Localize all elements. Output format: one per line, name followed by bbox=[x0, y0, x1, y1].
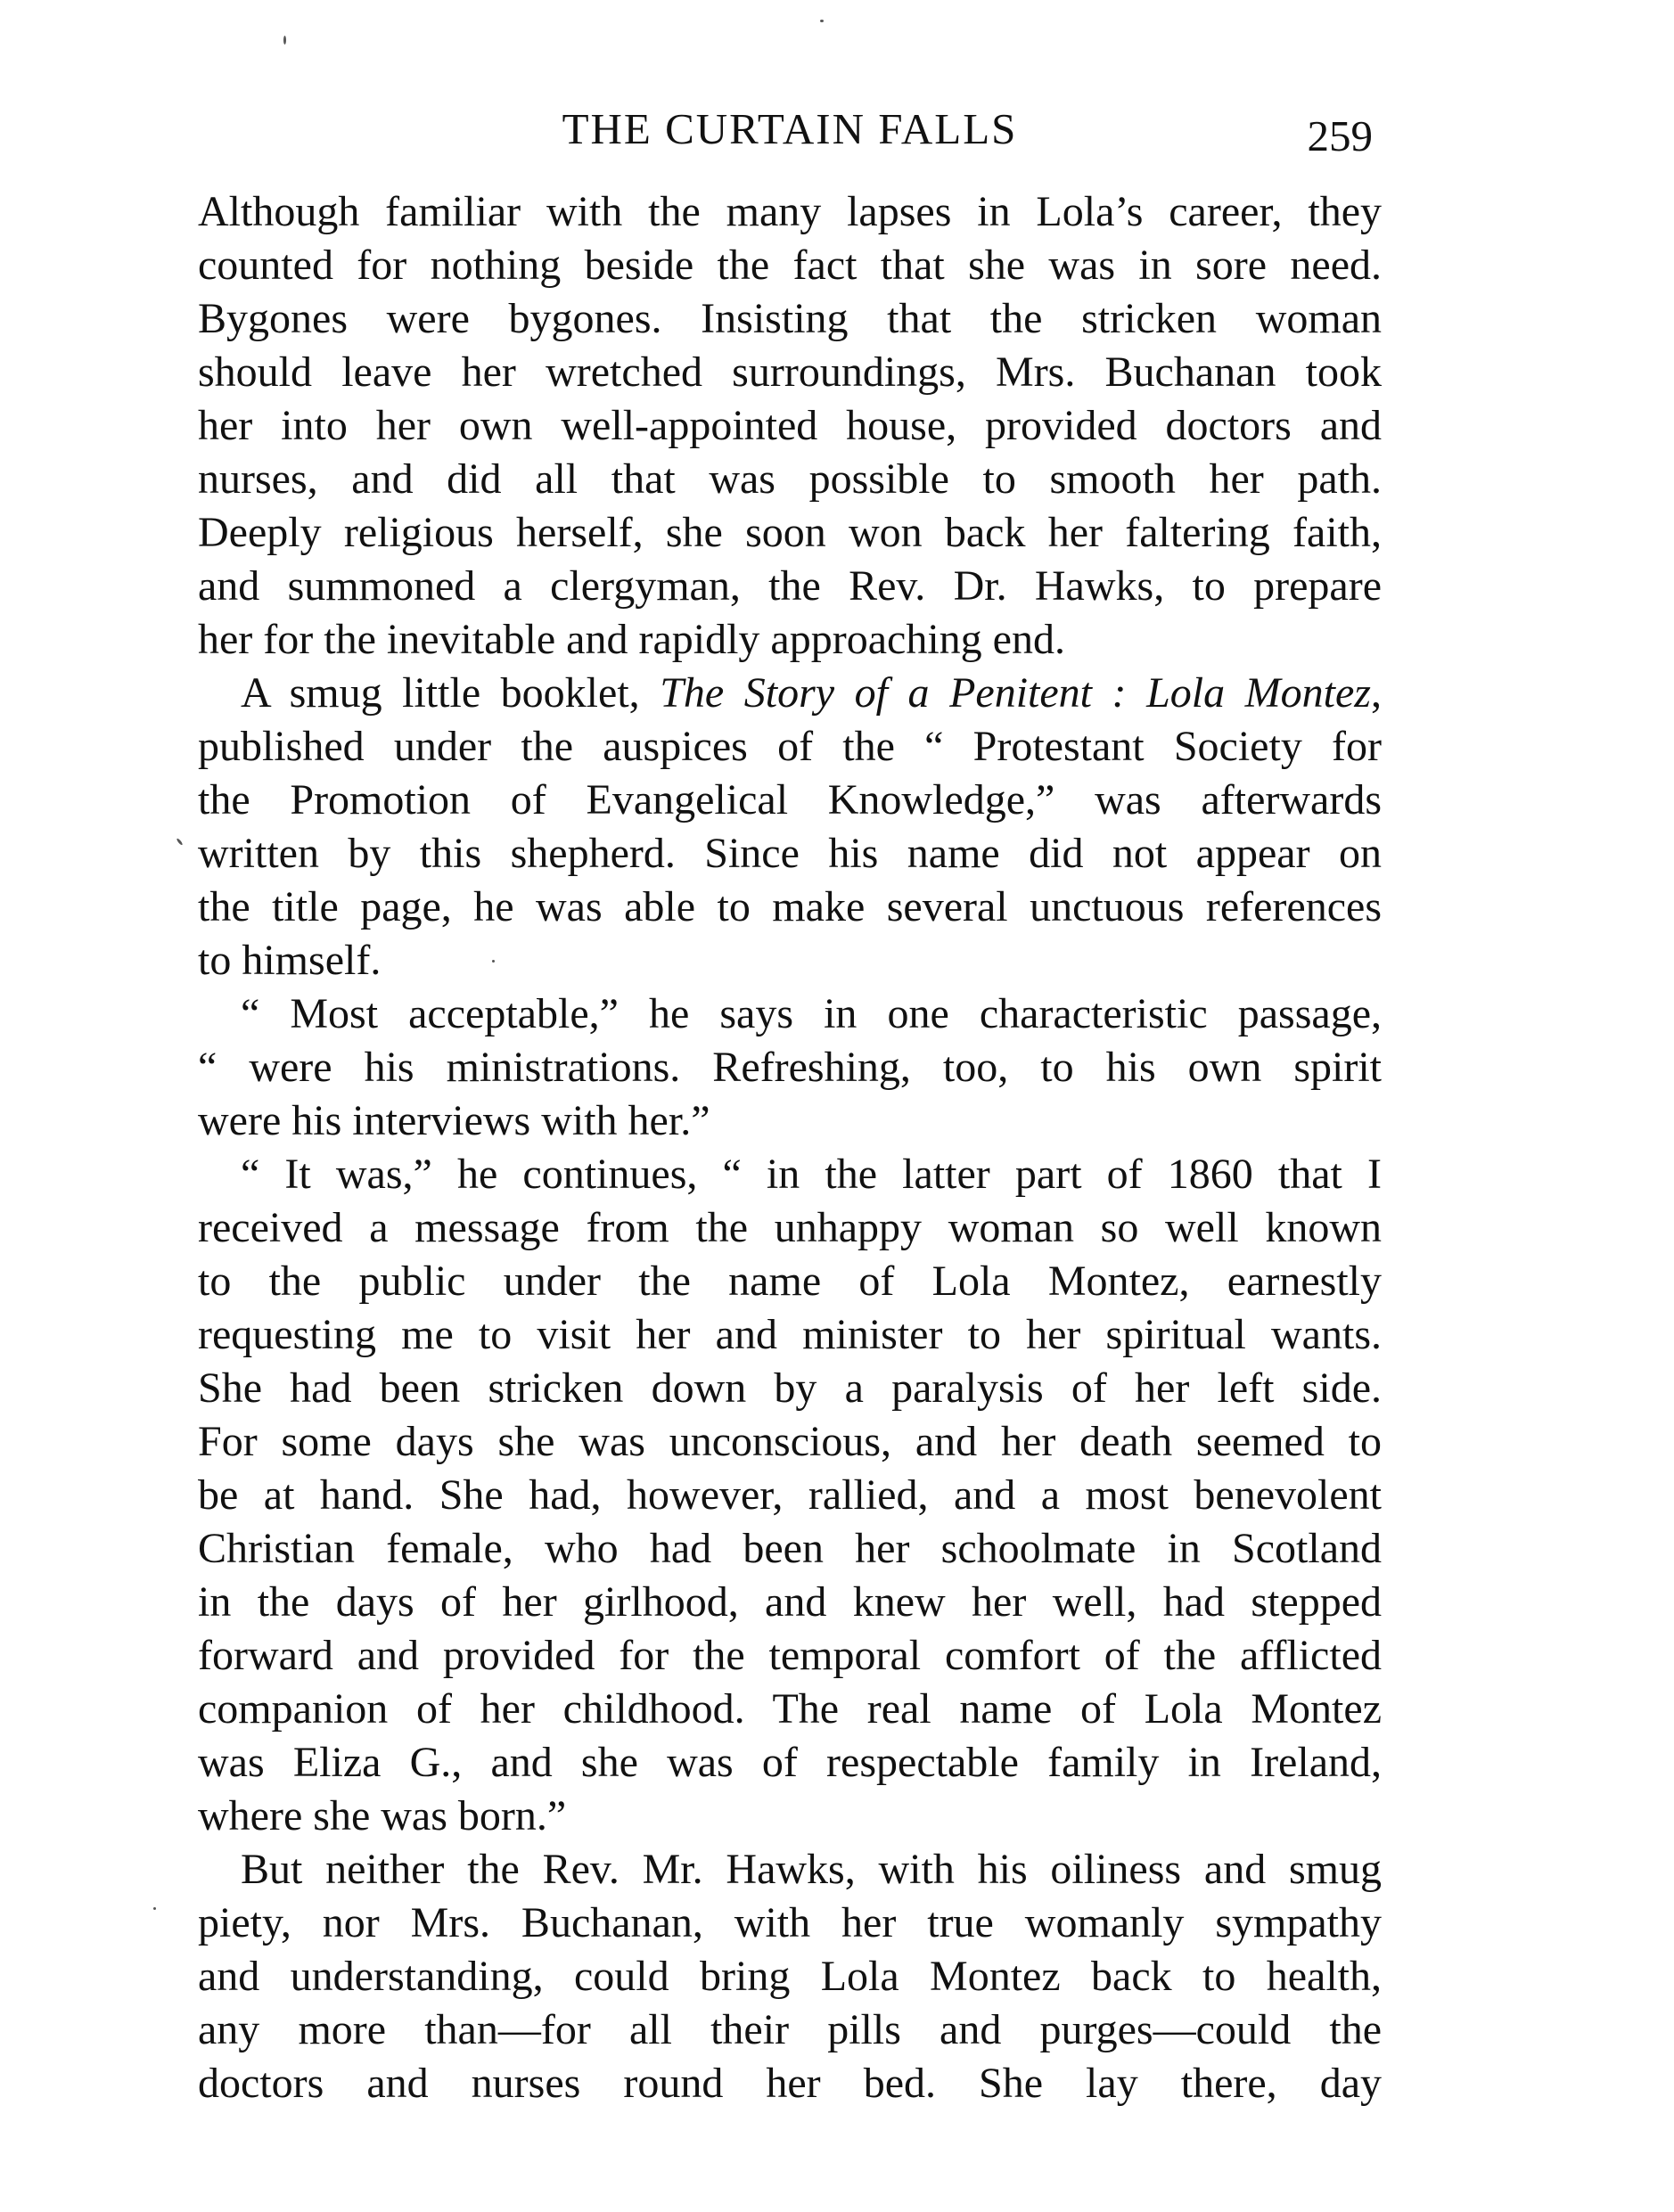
text-line: the Promotion of Evangelical Knowledge,” was afterwards bbox=[198, 776, 1382, 823]
text-line: and understanding, could bring Lola Montez back to health, bbox=[198, 1953, 1382, 2000]
text-line: “ were his ministrations. Refreshing, too, to his own spirit bbox=[198, 1044, 1382, 1091]
running-head bbox=[198, 102, 1382, 160]
text-line: where she was born.” bbox=[198, 1792, 567, 1839]
text-line: Deeply religious herself, she soon won back her faltering faith, bbox=[198, 509, 1382, 556]
text-line: published under the auspices of the “ Protestant Society for bbox=[198, 723, 1382, 770]
text-line: companion of her childhood. The real name of Lola Montez bbox=[198, 1685, 1382, 1733]
text-line: to himself. bbox=[198, 937, 382, 984]
text-line: She had been stricken down by a paralysis of her left side. bbox=[198, 1364, 1382, 1412]
text-line: For some days she was unconscious, and her death seemed to bbox=[198, 1418, 1382, 1465]
paragraph-4 bbox=[198, 1148, 1382, 1843]
text-line: nurses, and did all that was possible to smooth her path. bbox=[198, 455, 1382, 503]
paragraph-3 bbox=[198, 987, 1382, 1148]
text-line: Bygones were bygones. Insisting that the stricken woman bbox=[198, 295, 1382, 342]
text-line: written by this shepherd. Since his name did not appear on bbox=[198, 830, 1382, 877]
scan-speck bbox=[820, 20, 824, 22]
text-line: in the days of her girlhood, and knew her well, had stepped bbox=[198, 1578, 1382, 1626]
text-line: were his interviews with her.” bbox=[198, 1097, 710, 1144]
text-line: and summoned a clergyman, the Rev. Dr. Hawks, to prepare bbox=[198, 562, 1382, 610]
scan-speck bbox=[153, 1907, 156, 1910]
text-line: Although familiar with the many lapses in Lola’s career, they bbox=[198, 188, 1382, 235]
text-line: But neither the Rev. Mr. Hawks, with his oiliness and smug bbox=[241, 1846, 1382, 1893]
text-line: forward and provided for the temporal comfort of the afflicted bbox=[198, 1632, 1382, 1679]
scan-speck bbox=[492, 960, 495, 963]
text-line: doctors and nurses round her bed. She lay there, day bbox=[198, 2060, 1382, 2107]
paragraph-2 bbox=[198, 667, 1382, 987]
text-line: her for the inevitable and rapidly approaching end. bbox=[198, 616, 1065, 663]
paragraph-5 bbox=[198, 1843, 1382, 2110]
text-line: was Eliza G., and she was of respectable family in Ireland, bbox=[198, 1739, 1382, 1786]
paragraph-1 bbox=[198, 185, 1382, 667]
text-line: be at hand. She had, however, rallied, and a most benevolent bbox=[198, 1471, 1382, 1519]
text-line: any more than—for all their pills and purges—could the bbox=[198, 2006, 1382, 2053]
text-line: “ Most acceptable,” he says in one characteristic passage, bbox=[241, 990, 1382, 1037]
text-line: should leave her wretched surroundings, Mrs. Buchanan took bbox=[198, 348, 1382, 396]
text-run: A smug little booklet, bbox=[241, 669, 661, 717]
text-line: received a message from the unhappy woman so well known bbox=[198, 1204, 1382, 1251]
scan-speck bbox=[176, 838, 183, 846]
text-run: , bbox=[1371, 669, 1382, 717]
text-line: Christian female, who had been her schoolmate in Scotland bbox=[198, 1525, 1382, 1572]
text-line: counted for nothing beside the fact that she was in sore need. bbox=[198, 242, 1382, 289]
body-text bbox=[198, 185, 1382, 2110]
text-line: requesting me to visit her and minister to her spiritual wants. bbox=[198, 1311, 1382, 1358]
text-line: the title page, he was able to make several unctuous references bbox=[198, 883, 1382, 930]
booklet-title: The Story of a Penitent : Lola Montez bbox=[660, 669, 1371, 717]
text-line: her into her own well-appointed house, provided doctors and bbox=[198, 402, 1382, 449]
page-number: 259 bbox=[1307, 111, 1373, 160]
text-line: “ It was,” he continues, “ in the latter part of 1860 that I bbox=[241, 1151, 1382, 1198]
text-line: to the public under the name of Lola Montez, earnestly bbox=[198, 1258, 1382, 1305]
running-title: THE CURTAIN FALLS bbox=[562, 104, 1018, 153]
text-line bbox=[198, 667, 1382, 720]
text-line: piety, nor Mrs. Buchanan, with her true womanly sympathy bbox=[198, 1899, 1382, 1946]
scan-speck bbox=[283, 36, 286, 45]
